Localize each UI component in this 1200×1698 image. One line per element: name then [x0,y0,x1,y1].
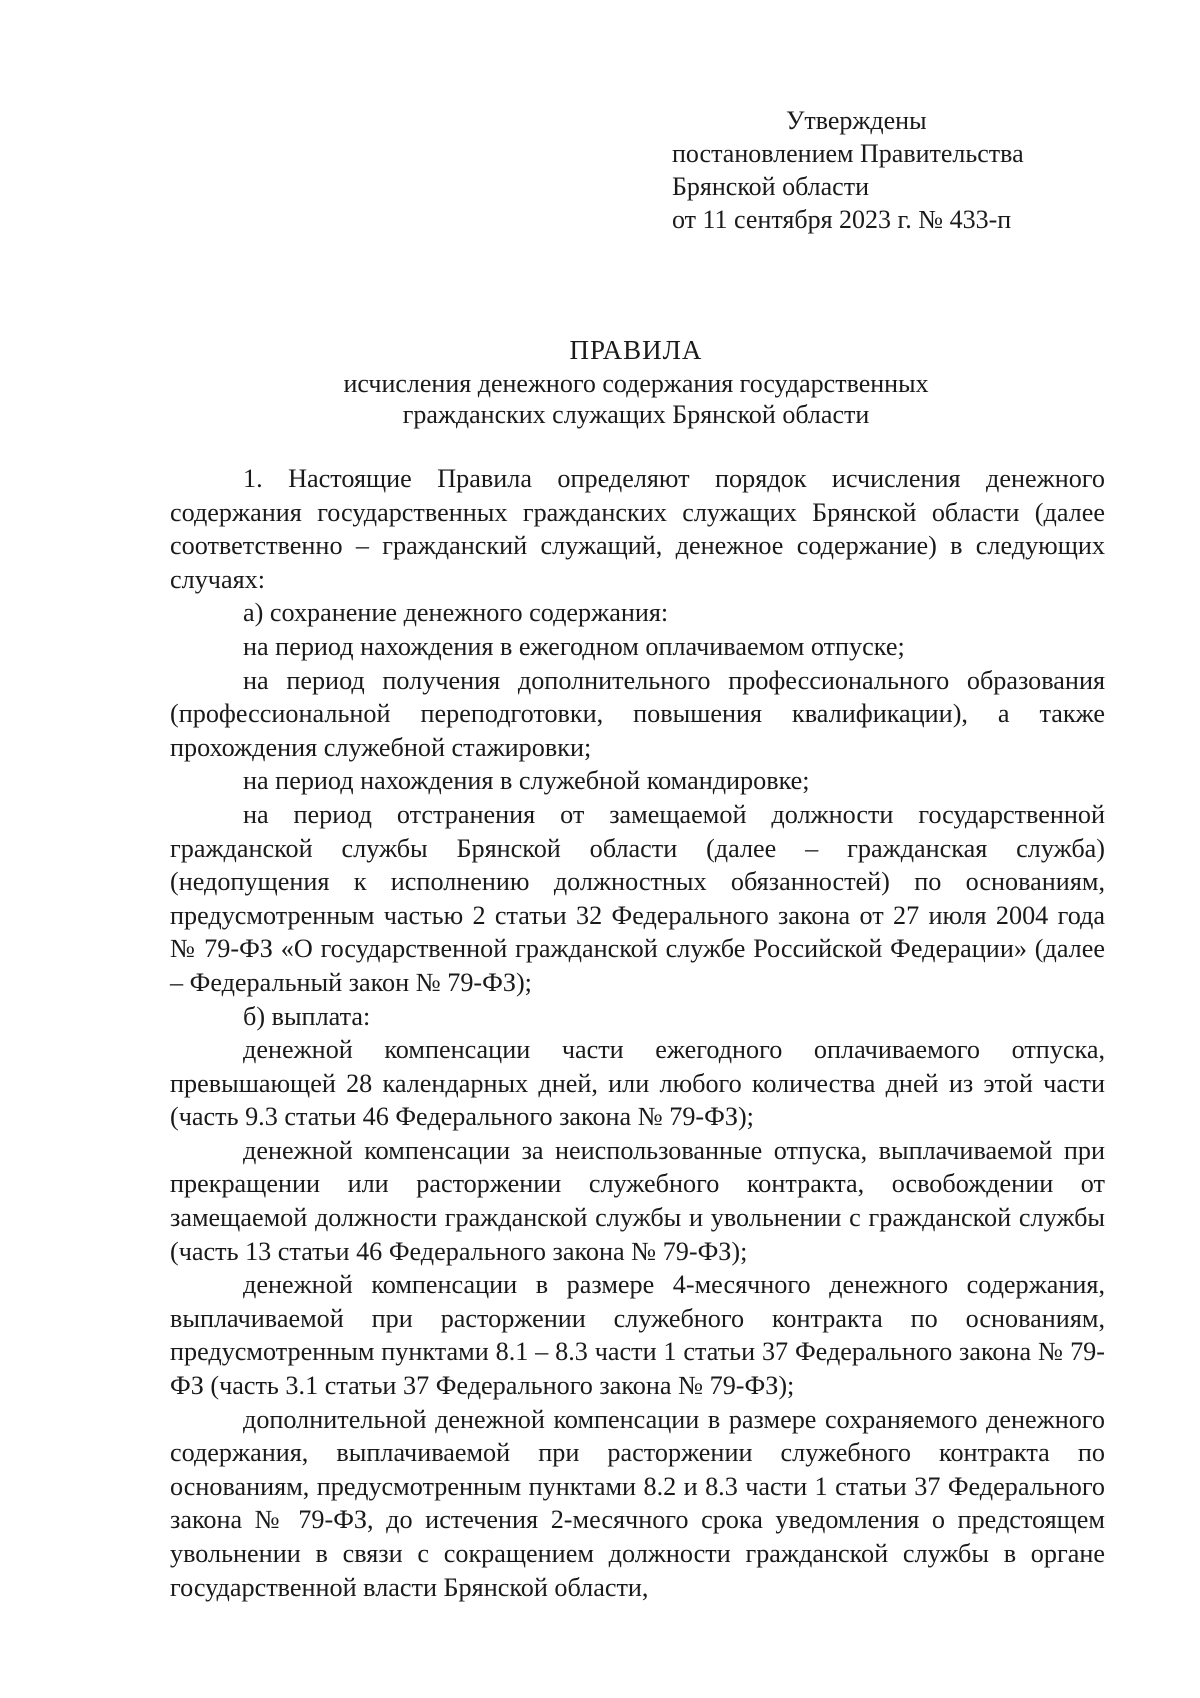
paragraph-a-business-trip: на период нахождения в служебной командировке; [243,766,810,796]
paragraph-b-vacation-compensation: денежной компенсации части ежегодного оплачиваемого отпуска, превышающей 28 календарных дней, или любого количества дней из этой части (часть 9.3 статьи 46 Федерального закона № 79-ФЗ); [170,1035,1105,1132]
paragraph-b-unused-vacation: денежной компенсации за неиспользованные отпуска, выплачиваемой при прекращении или расторжении служебного контракта, освобождении от замещаемой должности гражданской службы и увольнении с гражданской службы (часть 13 статьи 46 Федерального закона № 79-ФЗ); [170,1135,1105,1266]
approval-line-resolution: постановлением Правительства [672,139,1024,168]
paragraph-b-heading: б) выплата: [243,1001,371,1031]
paragraph-a-education: на период получения дополнительного профессионального образования (профессиональной переподготовки, повышения квалификации), а также прохождения служебной стажировки; [170,665,1105,762]
document-title-block [170,335,1102,430]
paragraph-a-suspension: на период отстранения от замещаемой должности государственной гражданской службы Брянской области (далее – гражданская служба) (недопущения к исполнению должностных обязанностей) по основаниям, предусмотренным частью 2 статьи 32 Федерального закона от 27 июля 2004 года № 79-ФЗ «О государственной гражданской службе Российской Федерации» (далее – Федеральный закон № 79-ФЗ); [170,799,1105,997]
document-body [170,462,1105,1604]
paragraph-a-heading: а) сохранение денежного содержания: [243,598,669,628]
approval-line-date-number: от 11 сентября 2023 г. № 433-п [672,205,1012,234]
paragraph-b-four-month-compensation: денежной компенсации в размере 4-месячного денежного содержания, выплачиваемой при расторжении служебного контракта по основаниям, предусмотренным пунктами 8.1 – 8.3 части 1 статьи 37 Федерального закона № 79-ФЗ (часть 3.1 статьи 37 Федерального закона № 79-ФЗ); [170,1270,1105,1401]
document-subtitle-line-2: гражданских служащих Брянской области [402,400,870,429]
document-subtitle-line-1: исчисления денежного содержания государственных [343,369,929,398]
approval-stamp [672,104,1024,236]
paragraph-b-additional-compensation: дополнительной денежной компенсации в размере сохраняемого денежного содержания, выплачиваемой при расторжении служебного контракта по основаниям, предусмотренным пунктами 8.2 и 8.3 части 1 статьи 37 Федерального закона № 79-ФЗ, до истечения 2-месячного срока уведомления о предстоящем увольнении в связи с сокращением должности гражданской службы в органе государственной власти Брянской области, [170,1404,1105,1602]
paragraph-a-vacation: на период нахождения в ежегодном оплачиваемом отпуске; [243,631,905,661]
approval-line-approved: Утверждены [786,106,927,135]
approval-line-region: Брянской области [672,172,869,201]
document-title: ПРАВИЛА [569,335,703,365]
paragraph-1-intro: 1. Настоящие Правила определяют порядок исчисления денежного содержания государственных гражданских служащих Брянской области (далее соответственно – гражданский служащий, денежное содержание) в следующих случаях: [170,464,1105,594]
